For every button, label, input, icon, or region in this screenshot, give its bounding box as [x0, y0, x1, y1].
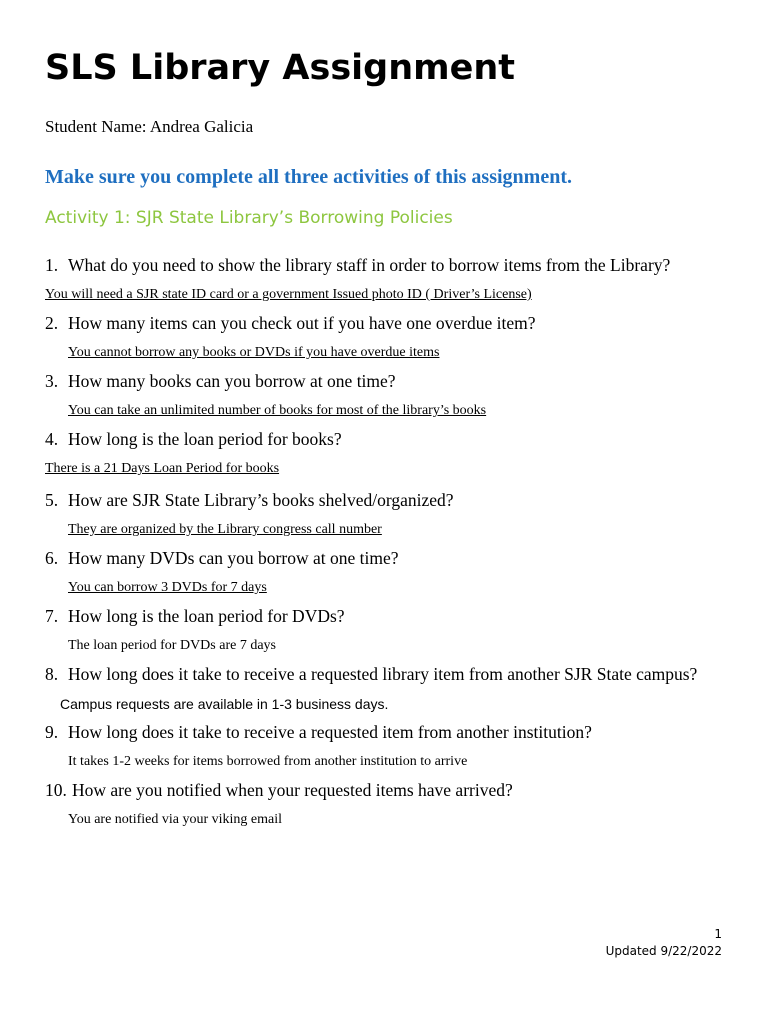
question-number: 3. [45, 371, 59, 391]
page-number: 1 [714, 927, 722, 941]
question-8 [45, 663, 697, 685]
question-number: 6. [45, 548, 59, 568]
question-2 [45, 312, 536, 334]
page-footer [606, 926, 722, 960]
question-number: 7. [45, 606, 59, 626]
answer-9: It takes 1-2 weeks for items borrowed from another institution to arrive [68, 754, 468, 769]
page-title: SLS Library Assignment [45, 48, 515, 88]
question-text: How long is the loan period for DVDs? [68, 606, 345, 626]
answer-2: You cannot borrow any books or DVDs if you have overdue items [68, 345, 440, 360]
question-number: 8. [45, 664, 59, 684]
answer-3: You can take an unlimited number of books for most of the library’s books [68, 403, 487, 418]
question-text: How many DVDs can you borrow at one time? [68, 548, 399, 568]
question-text: How are you notified when your requested items have arrived? [72, 780, 513, 800]
question-number: 10. [45, 780, 67, 800]
answer-4: There is a 21 Days Loan Period for books [45, 461, 280, 476]
question-text: How many books can you borrow at one time? [68, 371, 396, 391]
question-10 [45, 779, 513, 801]
question-5 [45, 489, 454, 511]
question-number: 4. [45, 429, 59, 449]
answer-5: They are organized by the Library congress call number [68, 522, 382, 537]
question-number: 1. [45, 255, 59, 275]
answer-7: The loan period for DVDs are 7 days [68, 638, 276, 653]
question-text: How are SJR State Library’s books shelved/organized? [68, 490, 454, 510]
answer-10: You are notified via your viking email [68, 812, 282, 827]
question-1 [45, 254, 670, 276]
updated-date: Updated 9/22/2022 [605, 944, 722, 958]
question-text: What do you need to show the library staff in order to borrow items from the Library? [68, 255, 671, 275]
question-text: How long does it take to receive a requested library item from another SJR State campus? [68, 664, 698, 684]
answer-6: You can borrow 3 DVDs for 7 days [68, 580, 267, 595]
question-number: 2. [45, 313, 59, 333]
question-text: How many items can you check out if you have one overdue item? [68, 313, 536, 333]
question-text: How long does it take to receive a requested item from another institution? [68, 722, 592, 742]
question-4 [45, 428, 342, 450]
question-number: 9. [45, 722, 59, 742]
answer-8: Campus requests are available in 1-3 business days. [60, 696, 389, 712]
question-number: 5. [45, 490, 59, 510]
assignment-notice: Make sure you complete all three activities of this assignment. [45, 166, 572, 188]
question-3 [45, 370, 396, 392]
question-6 [45, 547, 398, 569]
answer-1: You will need a SJR state ID card or a government Issued photo ID ( Driver’s License) [45, 287, 532, 302]
question-7 [45, 605, 345, 627]
question-text: How long is the loan period for books? [68, 429, 342, 449]
question-9 [45, 721, 592, 743]
activity-heading: Activity 1: SJR State Library’s Borrowing Policies [45, 208, 453, 228]
student-name: Student Name: Andrea Galicia [45, 117, 254, 136]
